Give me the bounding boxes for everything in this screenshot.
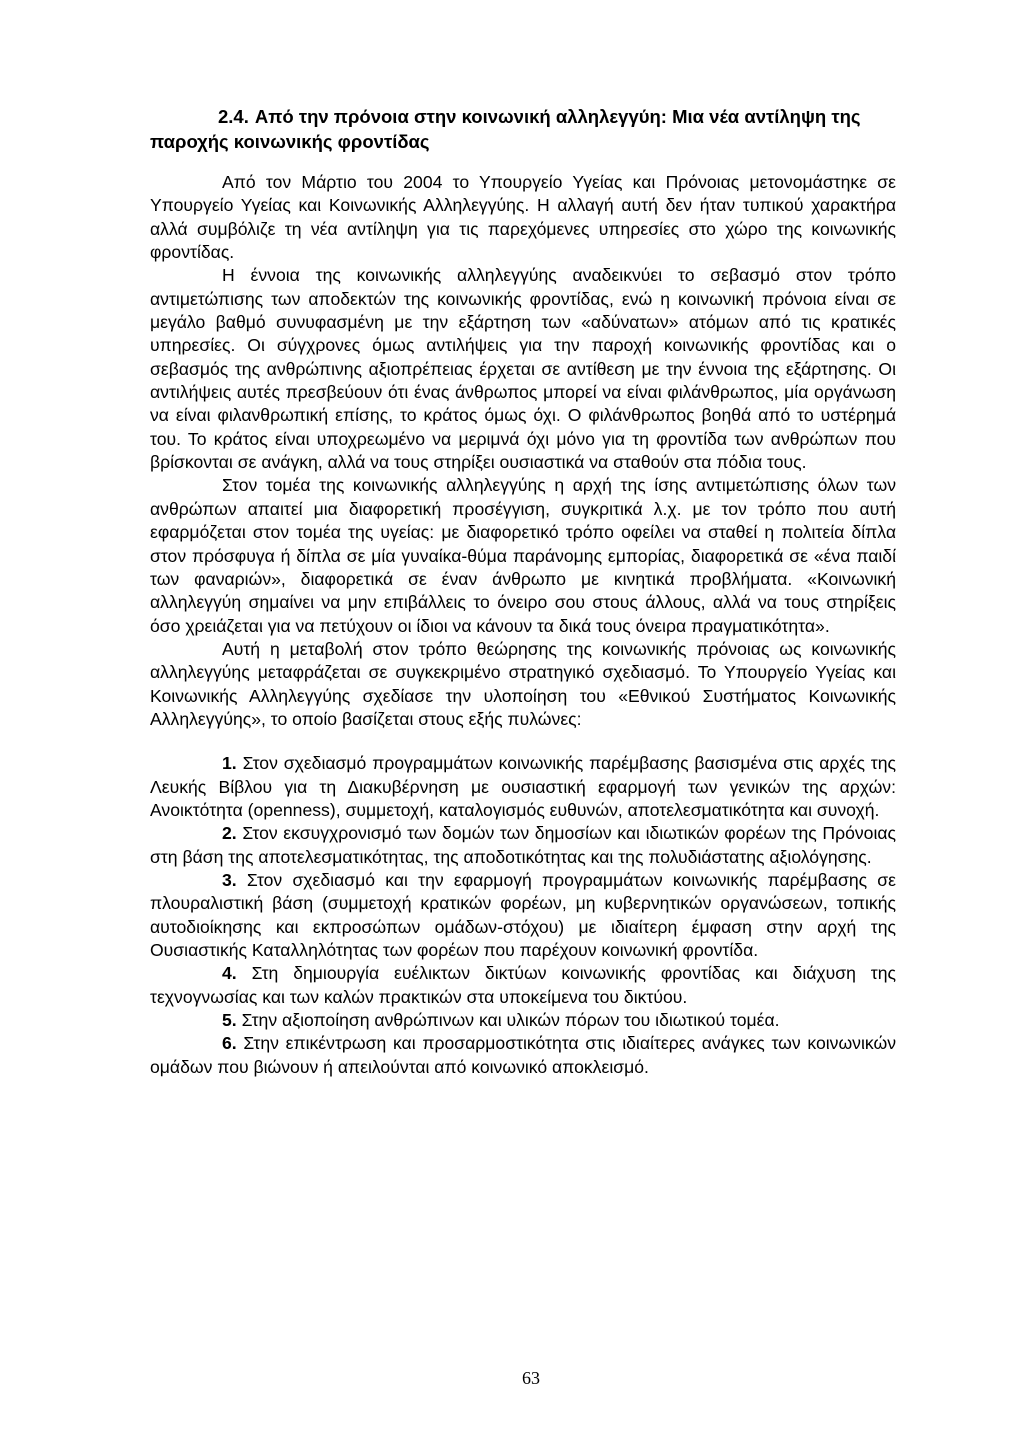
paragraph: Από τον Μάρτιο του 2004 το Υπουργείο Υγείας και Πρόνοιας μετονομάστηκε σε Υπουργείο Υγείας και Κοινωνικής Αλληλεγγύης. Η αλλαγή αυτή δεν ήταν τυπικού χαρακτήρα αλλά συμβόλιζε τη νέα αντίληψη για τις παρεχόμενες υπηρεσίες στο χώρο της κοινωνικής φροντίδας. xyxy=(150,172,896,263)
list-item-text: Στη δημιουργία ευέλικτων δικτύων κοινωνικής φροντίδας και διάχυση της τεχνογνωσίας και των καλών πρακτικών στα υποκείμενα του δικτύου. xyxy=(150,963,896,1007)
list-item xyxy=(150,752,896,822)
list-item-text: Στον σχεδιασμό προγραμμάτων κοινωνικής παρέμβασης βασισμένα στις αρχές της Λευκής Βίβλου για τη Διακυβέρνηση με ουσιαστική εφαρμογή των γενικών της αρχών: Ανοικτότητα (openness), συμμετοχή, καταλογισμός ευθυνών, αποτελεσματικότητα και συνοχή. xyxy=(150,753,897,820)
list-item-text: Στον σχεδιασμό και την εφαρμογή προγραμμάτων κοινωνικής παρέμβασης σε πλουραλιστική βάση (συμμετοχή κρατικών φορέων, μη κυβερνητικών οργανώσεων, τοπικής αυτοδιοίκησης και εκπροσώπων ομάδων-στόχου) με ιδιαίτερη έμφαση στην αρχή της Ουσιαστικής Καταλληλότητας των φορέων που παρέχουν κοινωνική φροντίδα. xyxy=(150,869,896,960)
paragraph: Στον τομέα της κοινωνικής αλληλεγγύης η αρχή της ίσης αντιμετώπισης όλων των ανθρώπων απαιτεί μια διαφορετική προσέγγιση, συγκριτικά λ.χ. με τον τρόπο που αυτή εφαρμόζεται στον τομέα της υγείας: με διαφορετικό τρόπο οφείλει να σταθεί η πολιτεία δίπλα στον πρόσφυγα ή δίπλα σε μία γυναίκα-θύμα παράνομης εμπορίας, διαφορετικά σε «ένα παιδί των φαναριών», διαφορετικά σε έναν άνθρωπο με κινητικά προβλήματα. «Κοινωνική αλληλεγγύη σημαίνει να μην επιβάλλεις το όνειρο σου στους άλλους, αλλά να τους στηρίξεις όσο χρειάζεται για να πετύχουν οι ίδιοι να κάνουν τα δικά τους όνειρα πραγματικότητα». xyxy=(150,475,896,636)
list-item xyxy=(150,1032,896,1079)
list-item-number: 2. xyxy=(222,823,237,844)
section-number: 2.4. xyxy=(218,106,249,127)
list-item-number: 4. xyxy=(222,963,237,984)
pillars-list xyxy=(150,752,896,1079)
paragraph: Αυτή η μεταβολή στον τρόπο θεώρησης της κοινωνικής πρόνοιας ως κοινωνικής αλληλεγγύης μεταφράζεται σε συγκεκριμένο στρατηγικό σχεδιασμό. Το Υπουργείο Υγείας και Κοινωνικής Αλληλεγγύης σχεδίασε την υλοποίηση του «Εθνικού Συστήματος Κοινωνικής Αλληλεγγύης», το οποίο βασίζεται στους εξής πυλώνες: xyxy=(150,638,896,729)
page-number: 63 xyxy=(522,1368,540,1388)
list-item-text: Στον εκσυγχρονισμό των δομών των δημοσίων και ιδιωτικών φορέων της Πρόνοιας στη βάση της αποτελεσματικότητας, της αποδοτικότητας και της πολυδιάστατης αξιολόγησης. xyxy=(150,823,896,867)
list-item xyxy=(150,822,896,869)
list-item-number: 3. xyxy=(222,869,237,890)
list-item-number: 5. xyxy=(222,1010,237,1031)
list-item xyxy=(150,962,896,1009)
page-body xyxy=(150,104,896,1079)
list-item xyxy=(150,869,896,962)
list-item-number: 6. xyxy=(222,1033,237,1054)
list-item-text: Στην αξιοποίηση ανθρώπινων και υλικών πόρων του ιδιωτικού τομέα. xyxy=(241,1010,780,1031)
list-item xyxy=(150,1009,896,1032)
section-title: Από την πρόνοια στην κοινωνική αλληλεγγύη: Μια νέα αντίληψη της παροχής κοινωνικής φροντίδας xyxy=(150,106,861,152)
list-item-text: Στην επικέντρωση και προσαρμοστικότητα στις ιδιαίτερες ανάγκες των κοινωνικών ομάδων που βιώνουν ή απειλούνται από κοινωνικό αποκλεισμό. xyxy=(150,1033,896,1077)
paragraph: Η έννοια της κοινωνικής αλληλεγγύης αναδεικνύει το σεβασμό στον τρόπο αντιμετώπισης των αποδεκτών της κοινωνικής φροντίδας, ενώ η κοινωνική πρόνοια είναι σε μεγάλο βαθμό συνυφασμένη με την εξάρτηση των «αδύνατων» ατόμων από τις κρατικές υπηρεσίες. Οι σύγχρονες όμως αντιλήψεις για την παροχή κοινωνικής φροντίδας και ο σεβασμός της ανθρώπινης αξιοπρέπειας έρχεται σε αντίθεση με την έννοια της εξάρτησης. Οι αντιλήψεις αυτές πρεσβεύουν ότι ένας άνθρωπος μπορεί να είναι φιλάνθρωπος, μία οργάνωση να είναι φιλανθρωπική επίσης, το κράτος όμως όχι. Ο φιλάνθρωπος βοηθά από το υστέρημά του. Το κράτος είναι υποχρεωμένο να μεριμνά όχι μόνο για τη φροντίδα των ανθρώπων που βρίσκονται σε ανάγκη, αλλά να τους στηρίξει ουσιαστικά να σταθούν στα πόδια τους. xyxy=(150,265,896,473)
list-item-number: 1. xyxy=(222,753,237,774)
section-heading xyxy=(150,104,896,154)
